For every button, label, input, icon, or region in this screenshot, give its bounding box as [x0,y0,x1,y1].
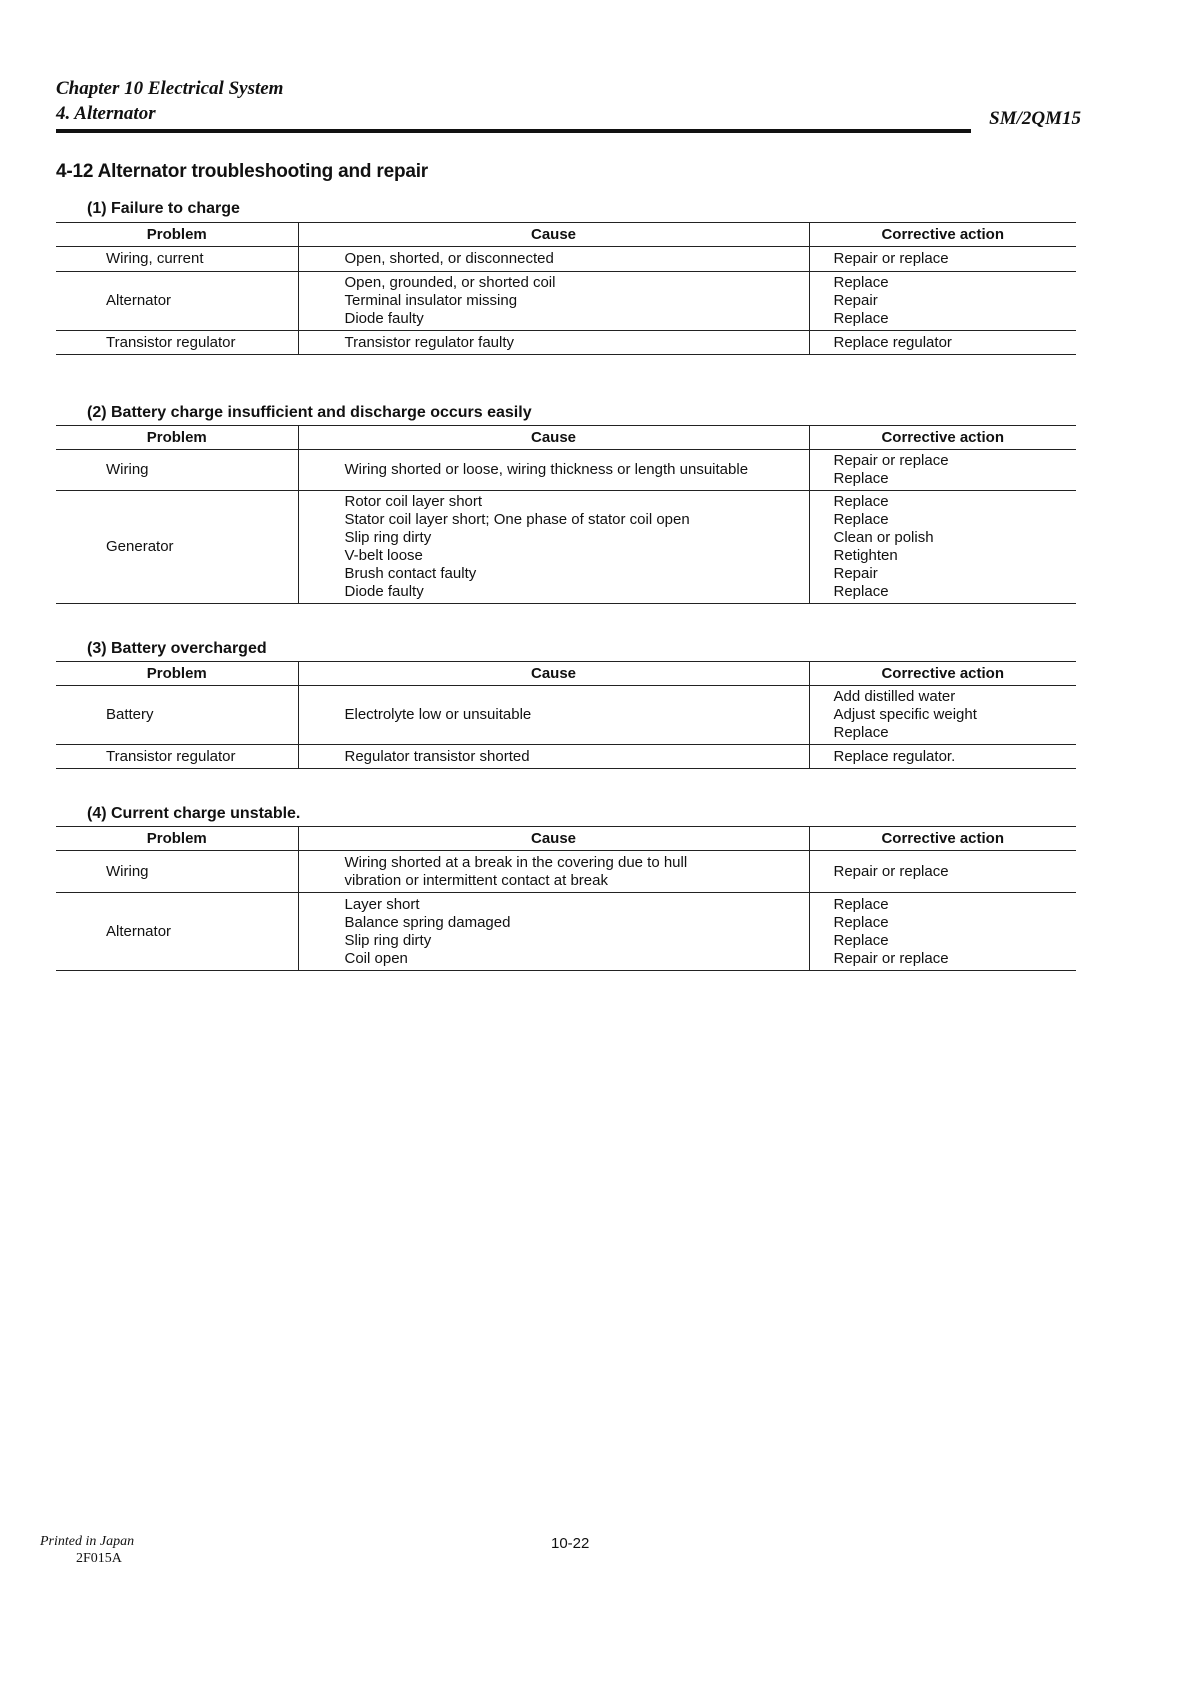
cause-header: Cause [298,827,809,851]
cause-line: Regulator transistor shorted [344,747,530,765]
cause-line: Balance spring damaged [344,913,511,931]
cause-line: Wiring shorted at a break in the covering due to hull [344,853,688,871]
action-line: Replace [833,310,889,327]
cause-cell [298,331,809,355]
action-header: Corrective action [809,662,1076,686]
action-cell [809,272,1076,331]
problem-header: Problem [56,426,298,450]
problem-cell: Transistor regulator [56,331,298,355]
cause-line: Transistor regulator faulty [344,333,515,351]
cause-header: Cause [298,223,809,247]
action-cell [809,331,1076,355]
model-code: SM/2QM15 [989,108,1081,129]
action-line: Repair or replace [833,949,949,967]
table-title: (4) Current charge unstable. [87,805,301,822]
action-line: Retighten [833,547,898,564]
table-header-row [56,662,1076,686]
problem-cell: Alternator [56,272,298,331]
action-line: Repair or replace [833,452,949,469]
action-line: Replace [833,583,889,600]
table-title: (3) Battery overcharged [87,640,267,657]
table-title: (1) Failure to charge [87,200,240,217]
cause-line: Stator coil layer short; One phase of stator coil open [344,511,690,528]
action-line: Replace [833,274,889,291]
cause-line: Layer short [344,895,420,913]
cause-line: V-belt loose [344,547,423,564]
troubleshooting-table [56,826,1076,971]
cause-line: Slip ring dirty [344,529,432,546]
problem-header: Problem [56,662,298,686]
action-line: Replace [833,511,889,528]
problem-cell: Battery [56,686,298,745]
problem-cell: Wiring [56,851,298,893]
cause-cell [298,247,809,272]
chapter-title: Chapter 10 Electrical System [56,78,284,99]
action-header: Corrective action [809,223,1076,247]
problem-cell: Generator [56,491,298,604]
table-row [56,450,1076,491]
cause-line: Open, shorted, or disconnected [344,250,554,267]
cause-line: Diode faulty [344,310,424,327]
problem-cell: Wiring [56,450,298,491]
cause-header: Cause [298,426,809,450]
table-row [56,893,1076,971]
action-cell [809,686,1076,745]
action-cell [809,450,1076,491]
header-rule [56,129,971,133]
cause-cell [298,745,809,769]
table-header-row [56,426,1076,450]
cause-line: Open, grounded, or shorted coil [344,274,556,291]
action-line: Replace [833,470,889,487]
cause-line: Rotor coil layer short [344,493,483,510]
table-row [56,686,1076,745]
problem-cell: Wiring, current [56,247,298,272]
troubleshooting-table [56,425,1076,604]
troubleshooting-table [56,222,1076,355]
table-header-row [56,827,1076,851]
action-cell [809,247,1076,272]
action-line: Clean or polish [833,529,934,546]
action-header: Corrective action [809,827,1076,851]
section-subtitle: 4. Alternator [56,103,156,124]
cause-header: Cause [298,662,809,686]
problem-cell: Transistor regulator [56,745,298,769]
cause-line: Electrolyte low or unsuitable [344,706,532,723]
action-cell [809,745,1076,769]
cause-line: Diode faulty [344,583,424,600]
cause-cell [298,893,809,971]
cause-line: Slip ring dirty [344,931,432,949]
problem-header: Problem [56,827,298,851]
section-title: 4-12 Alternator troubleshooting and repair [56,161,428,182]
chapter-heading [56,76,283,126]
table-row [56,331,1076,355]
action-line: Replace [833,895,889,913]
table-row [56,851,1076,893]
action-line: Replace [833,724,889,741]
cause-line: Brush contact faulty [344,565,477,582]
action-line: Replace [833,913,889,931]
action-cell [809,893,1076,971]
cause-line: vibration or intermittent contact at break [344,871,608,889]
action-line: Replace [833,493,889,510]
action-cell [809,851,1076,893]
action-line: Repair or replace [833,250,949,267]
action-line: Replace regulator. [833,747,956,765]
cause-line: Wiring shorted or loose, wiring thickness or length unsuitable [344,461,749,478]
action-line: Repair or replace [833,862,949,880]
action-line: Add distilled water [833,688,956,705]
cause-cell [298,450,809,491]
troubleshooting-table [56,661,1076,769]
document-code: 2F015A [76,1551,122,1566]
action-line: Repair [833,565,878,582]
cause-line: Coil open [344,949,408,967]
cause-cell [298,491,809,604]
action-line: Replace [833,931,889,949]
action-cell [809,491,1076,604]
action-line: Repair [833,292,878,309]
table-row [56,272,1076,331]
table-row [56,745,1076,769]
table-title: (2) Battery charge insufficient and discharge occurs easily [87,404,532,421]
page-number: 10-22 [551,1535,590,1552]
table-header-row [56,223,1076,247]
cause-cell [298,686,809,745]
printed-note: Printed in Japan [40,1534,135,1549]
cause-line: Terminal insulator missing [344,292,518,309]
problem-header: Problem [56,223,298,247]
action-line: Adjust specific weight [833,706,977,723]
cause-cell [298,272,809,331]
table-row [56,247,1076,272]
problem-cell: Alternator [56,893,298,971]
table-row [56,491,1076,604]
cause-cell [298,851,809,893]
action-header: Corrective action [809,426,1076,450]
action-line: Replace regulator [833,333,952,351]
